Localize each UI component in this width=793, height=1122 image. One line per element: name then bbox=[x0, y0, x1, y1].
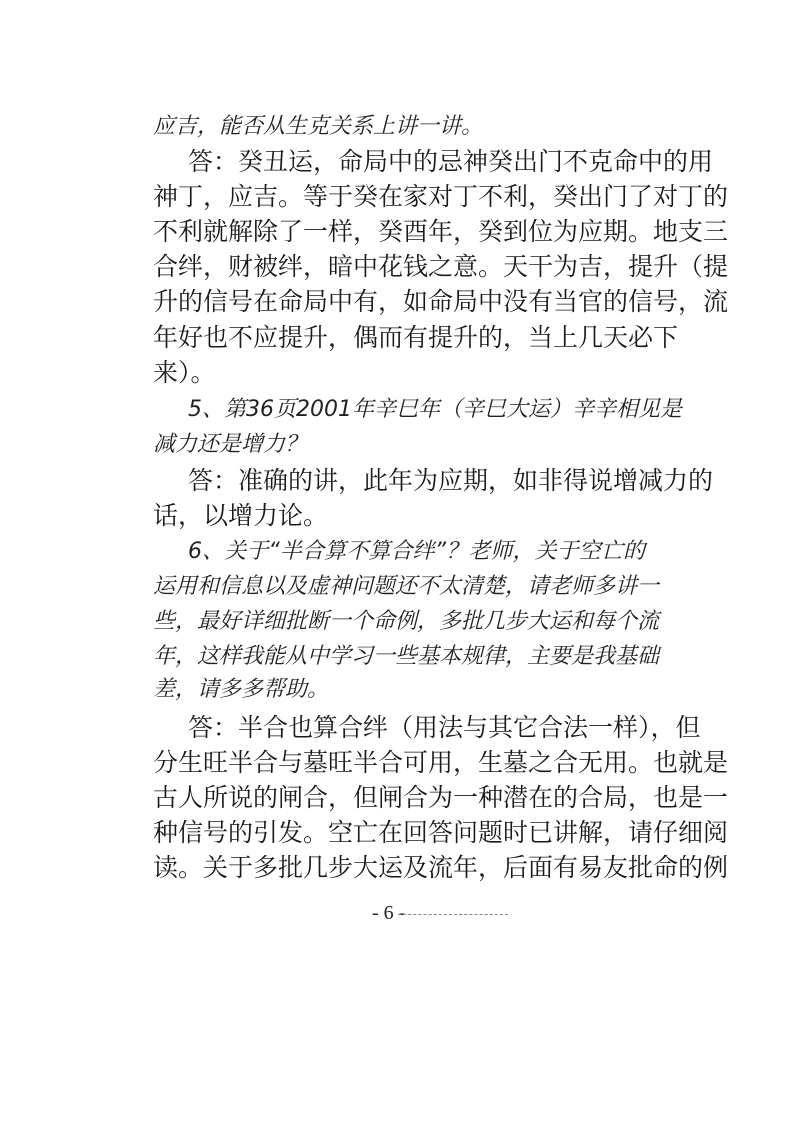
answer-line: 答：癸丑运，命局中的忌神癸出门不克命中的用 bbox=[188, 147, 714, 176]
answer-line: 答：准确的讲，此年为应期，如非得说增减力的 bbox=[188, 466, 714, 495]
answer-line: 不利就解除了一样，癸酉年，癸到位为应期。地支三 bbox=[153, 217, 729, 246]
question-line: 些，最好详细批断一个命例，多批几步大运和每个流 bbox=[153, 609, 660, 634]
answer-line: 来）。 bbox=[153, 358, 216, 387]
answer-line: 年好也不应提升，偶而有提升的，当上几天必下 bbox=[153, 323, 679, 352]
question-line: 差，请多多帮助。 bbox=[153, 677, 330, 702]
question-line: 6、关于“半合算不算合绊”？老师，关于空亡的 bbox=[188, 539, 645, 564]
answer-line: 分生旺半合与墓旺半合可用，生墓之合无用。也就是 bbox=[153, 748, 729, 777]
answer-line: 话，以增力论。 bbox=[153, 501, 329, 530]
page-number: - 6 - bbox=[372, 902, 406, 924]
question-line: 应吉，能否从生克关系上讲一讲。 bbox=[153, 114, 484, 139]
answer-line: 答：半合也算合绊（用法与其它合法一样），但 bbox=[188, 713, 701, 742]
question-line: 5、第36页2001年辛巳年（辛巳大运）辛辛相见是 bbox=[188, 397, 682, 422]
question-line: 减力还是增力？ bbox=[153, 432, 308, 457]
answer-line: 升的信号在命局中有，如命局中没有当官的信号，流 bbox=[153, 287, 729, 316]
question-line: 运用和信息以及虚神问题还不太清楚，请老师多讲一 bbox=[153, 574, 660, 599]
answer-line: 神丁，应吉。等于癸在家对丁不利，癸出门了对丁的 bbox=[153, 182, 729, 211]
answer-line: 种信号的引发。空亡在回答问题时已讲解，请仔细阅 bbox=[153, 818, 729, 847]
footer-divider bbox=[398, 914, 508, 915]
answer-line: 读。关于多批几步大运及流年，后面有易友批命的例 bbox=[153, 853, 729, 882]
question-line: 年，这样我能从中学习一些基本规律，主要是我基础 bbox=[153, 644, 660, 669]
answer-line: 古人所说的闸合，但闸合为一种潜在的合局，也是一 bbox=[153, 783, 729, 812]
answer-line: 合绊，财被绊，暗中花钱之意。天干为吉，提升（提 bbox=[153, 252, 729, 281]
